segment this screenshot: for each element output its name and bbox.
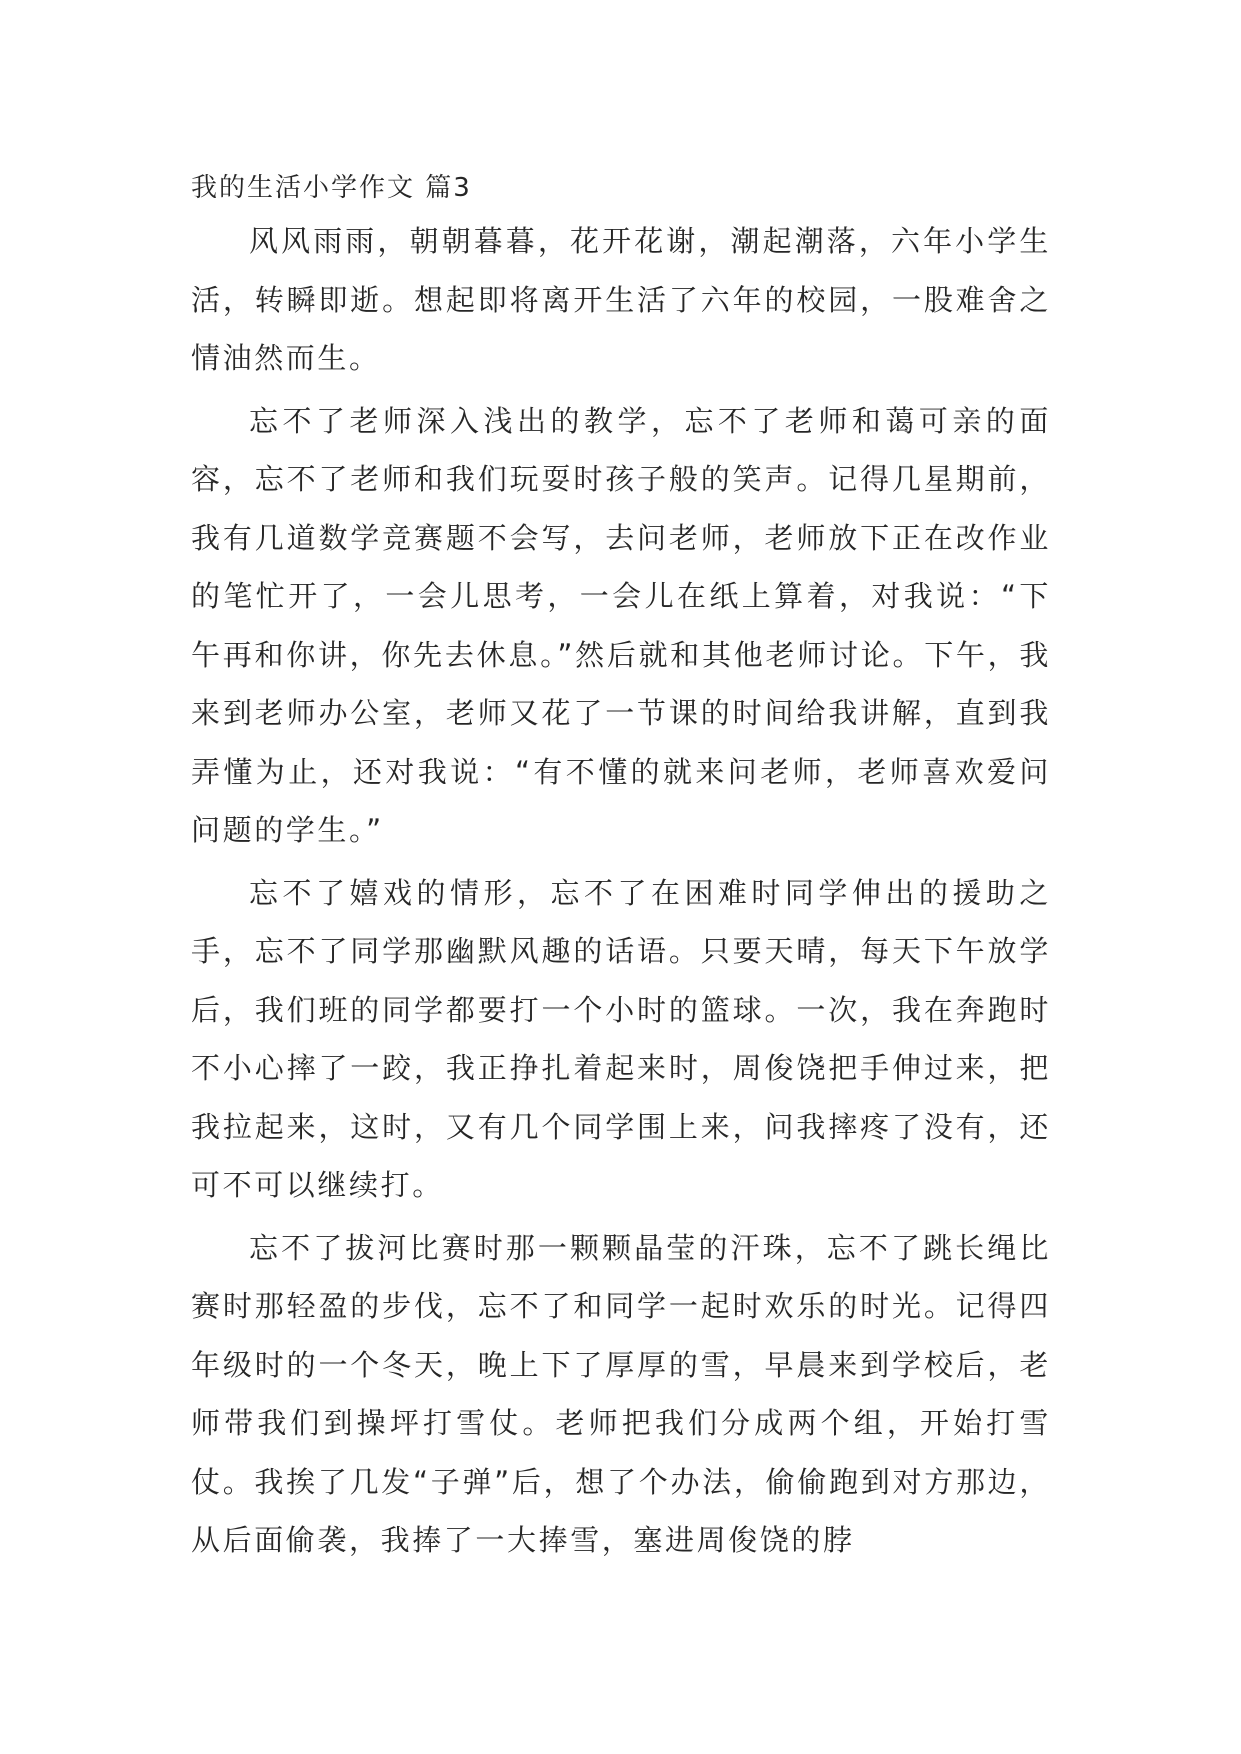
paragraph-3: 忘不了嬉戏的情形，忘不了在困难时同学伸出的援助之手，忘不了同学那幽默风趣的话语。只要天晴，每天下午放学后，我们班的同学都要打一个小时的篮球。一次，我在奔跑时不小心摔了一跤，我正挣扎着起来时，周俊饶把手伸过来，把我拉起来，这时，又有几个同学围上来，问我摔疼了没有，还可不可以继续打。 bbox=[191, 875, 1051, 1202]
document-title: 我的生活小学作文 篇3 bbox=[191, 173, 472, 203]
paragraph-1: 风风雨雨，朝朝暮暮，花开花谢，潮起潮落，六年小学生活，转瞬即逝。想起即将离开生活了六年的校园，一股难舍之情油然而生。 bbox=[191, 224, 1051, 375]
paragraph-2: 忘不了老师深入浅出的教学，忘不了老师和蔼可亲的面容，忘不了老师和我们玩耍时孩子般的笑声。记得几星期前，我有几道数学竞赛题不会写，去问老师，老师放下正在改作业的笔忙开了，一会儿思考，一会儿在纸上算着，对我说：“下午再和你讲，你先去休息。”然后就和其他老师讨论。下午，我来到老师办公室，老师又花了一节课的时间给我讲解，直到我弄懂为止，还对我说：“有不懂的就来问老师，老师喜欢爱问问题的学生。” bbox=[191, 403, 1051, 847]
paragraph-4: 忘不了拔河比赛时那一颗颗晶莹的汗珠，忘不了跳长绳比赛时那轻盈的步伐，忘不了和同学一起时欢乐的时光。记得四年级时的一个冬天，晚上下了厚厚的雪，早晨来到学校后，老师带我们到操坪打雪仗。老师把我们分成两个组，开始打雪仗。我挨了几发“子弹”后，想了个办法，偷偷跑到对方那边，从后面偷袭，我捧了一大捧雪，塞进周俊饶的脖 bbox=[191, 1230, 1051, 1557]
document-body bbox=[191, 164, 1051, 1570]
